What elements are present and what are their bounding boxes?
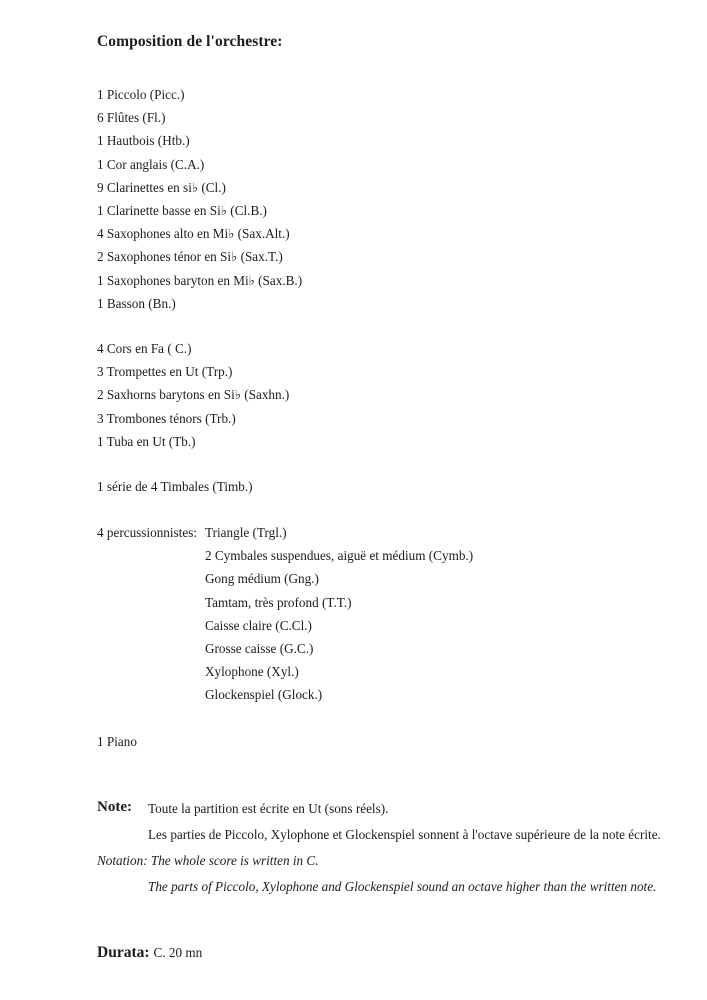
percussion-item: 2 Cymbales suspendues, aiguë et médium (Cymb.) [205,548,474,564]
piano-line: 1 Piano [97,734,137,749]
percussion-item: Grosse caisse (G.C.) [205,641,314,657]
durata-label: Durata: [97,944,150,961]
instrument-line: 1 Hautbois (Htb.) [97,133,190,149]
notation-line-1 [97,853,319,869]
timpani-line: 1 série de 4 Timbales (Timb.) [97,479,253,494]
note-label: Note: [97,799,132,815]
percussion-item: Tamtam, très profond (T.T.) [205,594,352,610]
percussion-item: Gong médium (Gng.) [205,571,319,587]
instrument-line: 3 Trompettes en Ut (Trp.) [97,364,233,380]
percussion-list [205,521,473,707]
instrument-line: 2 Saxophones ténor en Si♭ (Sax.T.) [97,249,283,265]
percussion-item: Glockenspiel (Glock.) [205,687,323,703]
instrument-line: 6 Flûtes (Fl.) [97,110,166,126]
percussion-item: Triangle (Trgl.) [205,525,287,540]
durata-row [97,944,202,962]
instrument-line: 1 Piccolo (Picc.) [97,87,185,102]
percussion-item: Caisse claire (C.Cl.) [205,617,312,633]
notation-text: The whole score is written in C. [150,853,319,868]
instrument-line: 1 Clarinette basse en Si♭ (Cl.B.) [97,203,267,219]
page-title: Composition de l'orchestre: [97,33,283,50]
notation-label: Notation: [97,853,148,868]
note-line-1: Toute la partition est écrite en Ut (sons réels). [148,801,389,816]
instrument-line: 3 Trombones ténors (Trb.) [97,410,236,426]
instrument-line: 9 Clarinettes en si♭ (Cl.) [97,179,226,195]
notation-line-2: The parts of Piccolo, Xylophone and Glockenspiel sound an octave higher than the written note. [148,879,657,894]
instrument-line: 1 Saxophones baryton en Mi♭ (Sax.B.) [97,272,303,288]
instrument-line: 1 Tuba en Ut (Tb.) [97,433,196,449]
durata-value: C. 20 mn [153,945,203,960]
brass-list [97,337,289,453]
percussionists-label: 4 percussionnistes: [97,525,197,540]
instrument-line: 4 Cors en Fa ( C.) [97,341,192,356]
note-line-2: Les parties de Piccolo, Xylophone et Glockenspiel sonnent à l'octave supérieure de la note écrite. [148,827,661,842]
percussion-item: Xylophone (Xyl.) [205,664,299,680]
instrument-line: 4 Saxophones alto en Mi♭ (Sax.Alt.) [97,226,290,242]
woodwinds-list [97,83,302,315]
instrument-line: 1 Cor anglais (C.A.) [97,156,205,172]
instrument-line: 2 Saxhorns barytons en Si♭ (Saxhn.) [97,387,290,403]
instrument-line: 1 Basson (Bn.) [97,295,176,311]
